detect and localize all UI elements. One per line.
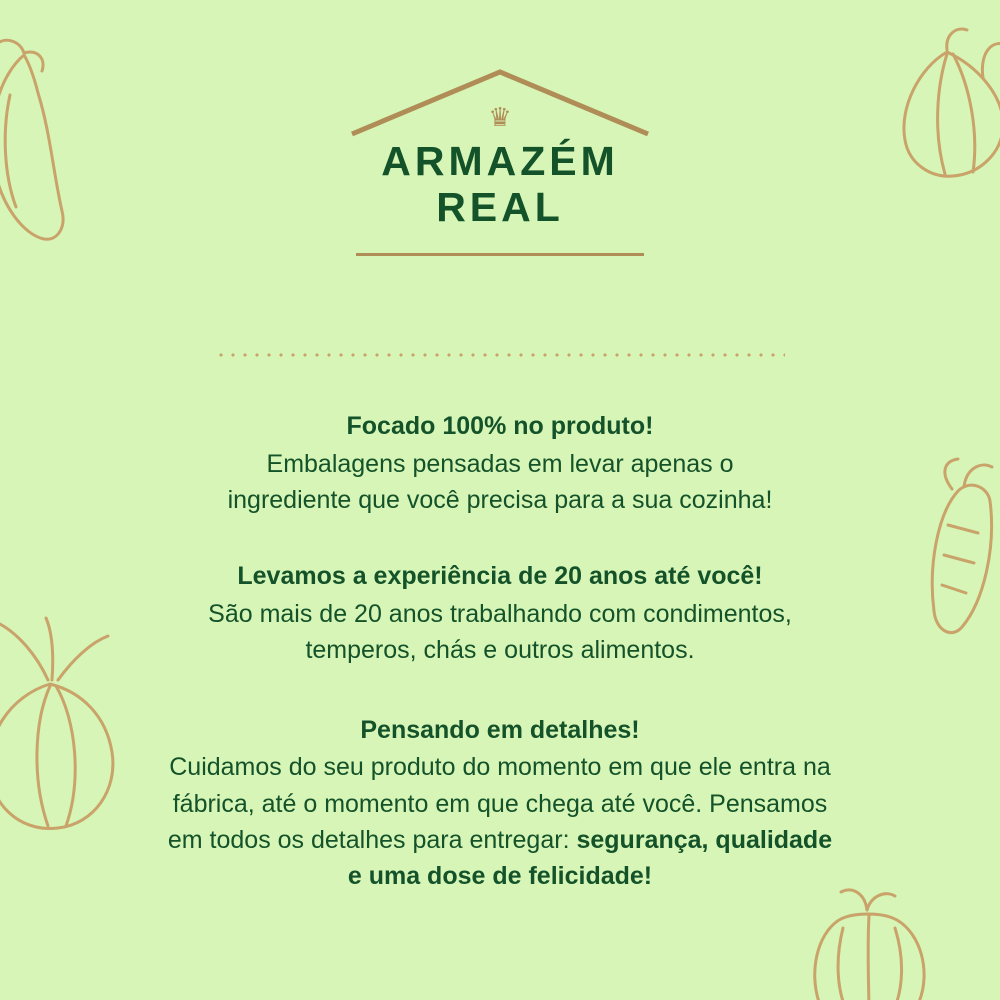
section-body-line-bold [0,858,1000,894]
chili-pepper-icon [0,35,100,255]
brand-name-line1: ARMAZÉM [381,138,619,184]
bell-pepper-icon [795,880,945,1000]
section-body-line: São mais de 20 anos trabalhando com condimentos, [208,600,792,628]
section-body-line: ingrediente que você precisa para a sua cozinha! [227,486,773,514]
section-heading: Focado 100% no produto! [346,412,654,440]
roof-shape [350,62,650,137]
body-text-prefix: em todos os detalhes para entregar: [167,825,577,854]
section-heading: Pensando em detalhes! [360,715,640,744]
section-body-line: Cuidamos do seu produto do momento em que ele entra na [169,753,831,782]
crown-icon: ♛ [488,102,512,132]
brand-name [350,139,650,231]
body-text-bold: e uma dose de felicidade! [347,862,653,890]
section-detalhes [0,714,1000,895]
section-body-line: Embalagens pensadas em levar apenas o [266,449,734,478]
section-heading: Levamos a experiência de 20 anos até você! [237,562,763,591]
section-produto [0,410,1000,518]
content-area [0,410,1000,894]
dotted-divider [215,352,785,358]
section-body-line: fábrica, até o momento em que chega até você. Pensamos [172,789,828,818]
garlic-bulb-icon [875,20,1000,190]
section-experiencia [0,560,1000,668]
brand-logo [350,62,650,256]
section-body-line-mixed [0,822,1000,858]
logo-underline [356,253,644,256]
section-body-line: temperos, chás e outros alimentos. [305,636,695,665]
body-text-bold: segurança, qualidade [576,825,833,854]
brand-name-line2: REAL [436,183,564,230]
